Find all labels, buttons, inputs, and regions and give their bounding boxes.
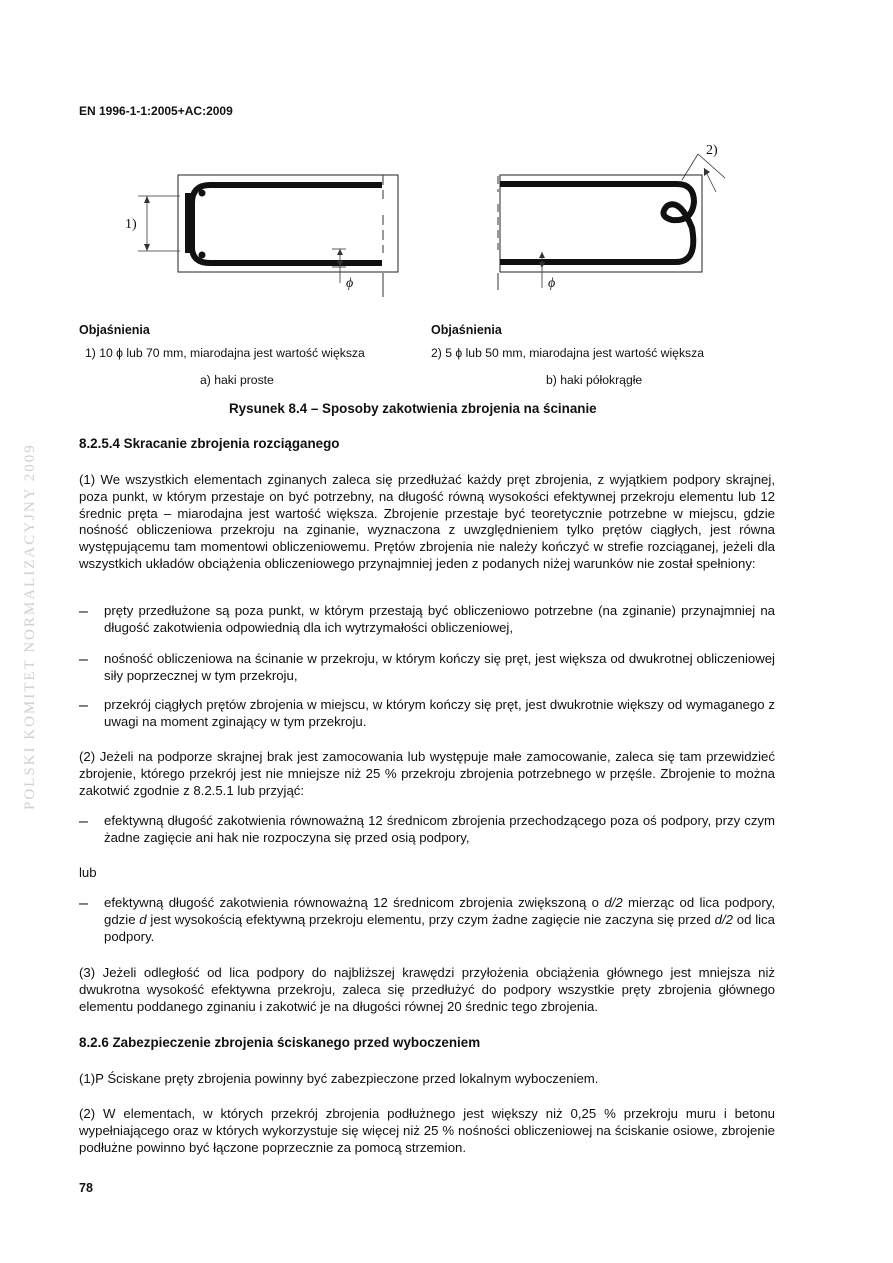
- bullet-dash: –: [79, 697, 88, 714]
- figure-halfround-hooks: [480, 140, 740, 300]
- symbol-d-half: d/2: [604, 895, 623, 910]
- rebar-hook-b: [500, 184, 694, 262]
- legend-left-text: 1) 10 ϕ lub 70 mm, miarodajna jest wartość większa: [85, 346, 365, 360]
- bullet-dash: –: [79, 895, 88, 912]
- bullet-dash: –: [79, 813, 88, 830]
- symbol-d-half: d/2: [714, 911, 733, 927]
- bullet-item-2: [79, 651, 775, 687]
- text-span: mierząc od lica podpory, gdzie: [104, 895, 776, 927]
- bullet-item-3: [79, 697, 775, 733]
- text-lub: lub: [79, 865, 97, 880]
- legend-right-heading: Objaśnienia: [431, 323, 502, 337]
- text-span: efektywną długość zakotwienia równoważną 12 średnicom zbrojenia zwiększoną o: [104, 895, 605, 910]
- bullet-text: przekrój ciągłych prętów zbrojenia w miejscu, w którym kończy się pręt, jest dwukrotnie większy od wymaganego z uwagi na moment zginający w tym przekroju.: [104, 697, 775, 729]
- text-span: od lica podpory.: [104, 911, 775, 944]
- legend-right-text: 2) 5 ϕ lub 50 mm, miarodajna jest wartość większa: [431, 346, 705, 360]
- bullet-dash: –: [79, 651, 88, 668]
- figure-label-2: 2): [706, 143, 718, 158]
- bullet-text: [104, 895, 775, 945]
- phi-label-a: ϕ: [346, 276, 354, 291]
- bullet-dash: –: [79, 603, 88, 620]
- section-heading-826: 8.2.6 Zabezpieczenie zbrojenia ściskanego przed wyboczeniem: [79, 1035, 481, 1050]
- document-code: EN 1996-1-1:2005+AC:2009: [79, 104, 233, 118]
- section-heading-8254: 8.2.5.4 Skracanie zbrojenia rozciąganego: [79, 436, 340, 451]
- watermark: POLSKI KOMITET NORMALIZACYJNY 2009: [22, 443, 38, 810]
- symbol-d: d: [139, 911, 147, 927]
- hook-bar-a: [185, 193, 194, 253]
- figure-straight-hooks: [110, 165, 410, 300]
- rebar-hook-a: [192, 185, 382, 263]
- figure-title: Rysunek 8.4 – Sposoby zakotwienia zbrojenia na ścinanie: [229, 401, 597, 416]
- legend-left-heading: Objaśnienia: [79, 323, 150, 337]
- caption-a: a) haki proste: [200, 373, 274, 387]
- paragraph-8254-1: (1) We wszystkich elementach zginanych zaleca się przedłużać każdy pręt zbrojenia, z wyjątkiem podpory skrajnej, poza punkt, w którym przestaje on być potrzebny, na długość równą wysokości efektywnej przekroju elementu lub 12 średnic pręta – miarodajna jest wartość większa. Zbrojenie przestaje być teoretycznie potrzebne w miejscu, gdzie nośność obliczeniowa przekroju na zginanie, wyznaczona z uwzględnieniem tylko prętów ciągłych, jest równa występującemu tam momentowi obliczeniowemu. Prętów zbrojenia nie należy kończyć w strefie rozciąganej, jeżeli dla wszystkich układów obciążenia obliczeniowego przynajmniej jeden z podanych niżej warunków nie został spełniony:: [79, 472, 775, 571]
- page-number: 78: [79, 1181, 93, 1195]
- text-span: jest wysokością efektywną przekroju elementu, przy czym żadne zagięcie nie zaczyna się przed: [146, 911, 715, 927]
- bullet-item-1: [79, 603, 775, 639]
- paragraph-8254-3: (3) Jeżeli odległość od lica podpory do najbliższej krawędzi przyłożenia obciążenia głównego jest mniejsza niż dwukrotna wysokość efektywna przekroju, zaleca się przedłużyć do podpory wszystkie pręty zbrojenia głównego elementu poddanego zginaniu i zakotwić je na długości równej 20 średnic tego zbrojenia.: [79, 965, 775, 1014]
- bullet-item-4: [79, 813, 775, 849]
- beam-outline-a: [178, 175, 398, 272]
- figure-label-1: 1): [125, 217, 137, 232]
- paragraph-826-1: (1)P Ściskane pręty zbrojenia powinny być zabezpieczone przed lokalnym wyboczeniem.: [79, 1071, 599, 1086]
- bullet-text: nośność obliczeniowa na ścinanie w przekroju, w którym kończy się pręt, jest większa od dwukrotnej obliczeniowej siły poprzecznej w tym przekroju,: [104, 651, 775, 683]
- bullet-text: pręty przedłużone są poza punkt, w którym przestają być obliczeniowo potrzebne (na zginanie) przynajmniej na długość zakotwienia odpowiednią dla ich wytrzymałości obliczeniowej,: [104, 603, 775, 635]
- paragraph-826-2: (2) W elementach, w których przekrój zbrojenia podłużnego jest większy niż 0,25 % przekroju muru i betonu wypełniającego oraz w których wykorzystuje się więcej niż 25 % nośności obliczeniowej na ściskanie osiowe, zbrojenie podłużne powinno być łączone poprzecznie za pomocą strzemion.: [79, 1106, 775, 1155]
- paragraph-8254-2: (2) Jeżeli na podporze skrajnej brak jest zamocowania lub występuje małe zamocowanie, zaleca się tam przewidzieć zbrojenie, którego przekrój jest nie mniejsze niż 25 % przekroju zbrojenia potrzebnego w przęśle. Zbrojenie to można zakotwić zgodnie z 8.2.5.1 lub przyjąć:: [79, 749, 775, 798]
- caption-b: b) haki półokrągłe: [546, 373, 643, 387]
- phi-label-b: ϕ: [548, 276, 556, 291]
- bullet-item-5: [79, 895, 775, 949]
- bullet-text: efektywną długość zakotwienia równoważną 12 średnicom zbrojenia przechodzącego poza oś podpory, przy czym żadne zagięcie ani hak nie rozpoczyna się przed osią podpory,: [104, 813, 775, 845]
- beam-outline-b: [500, 175, 702, 272]
